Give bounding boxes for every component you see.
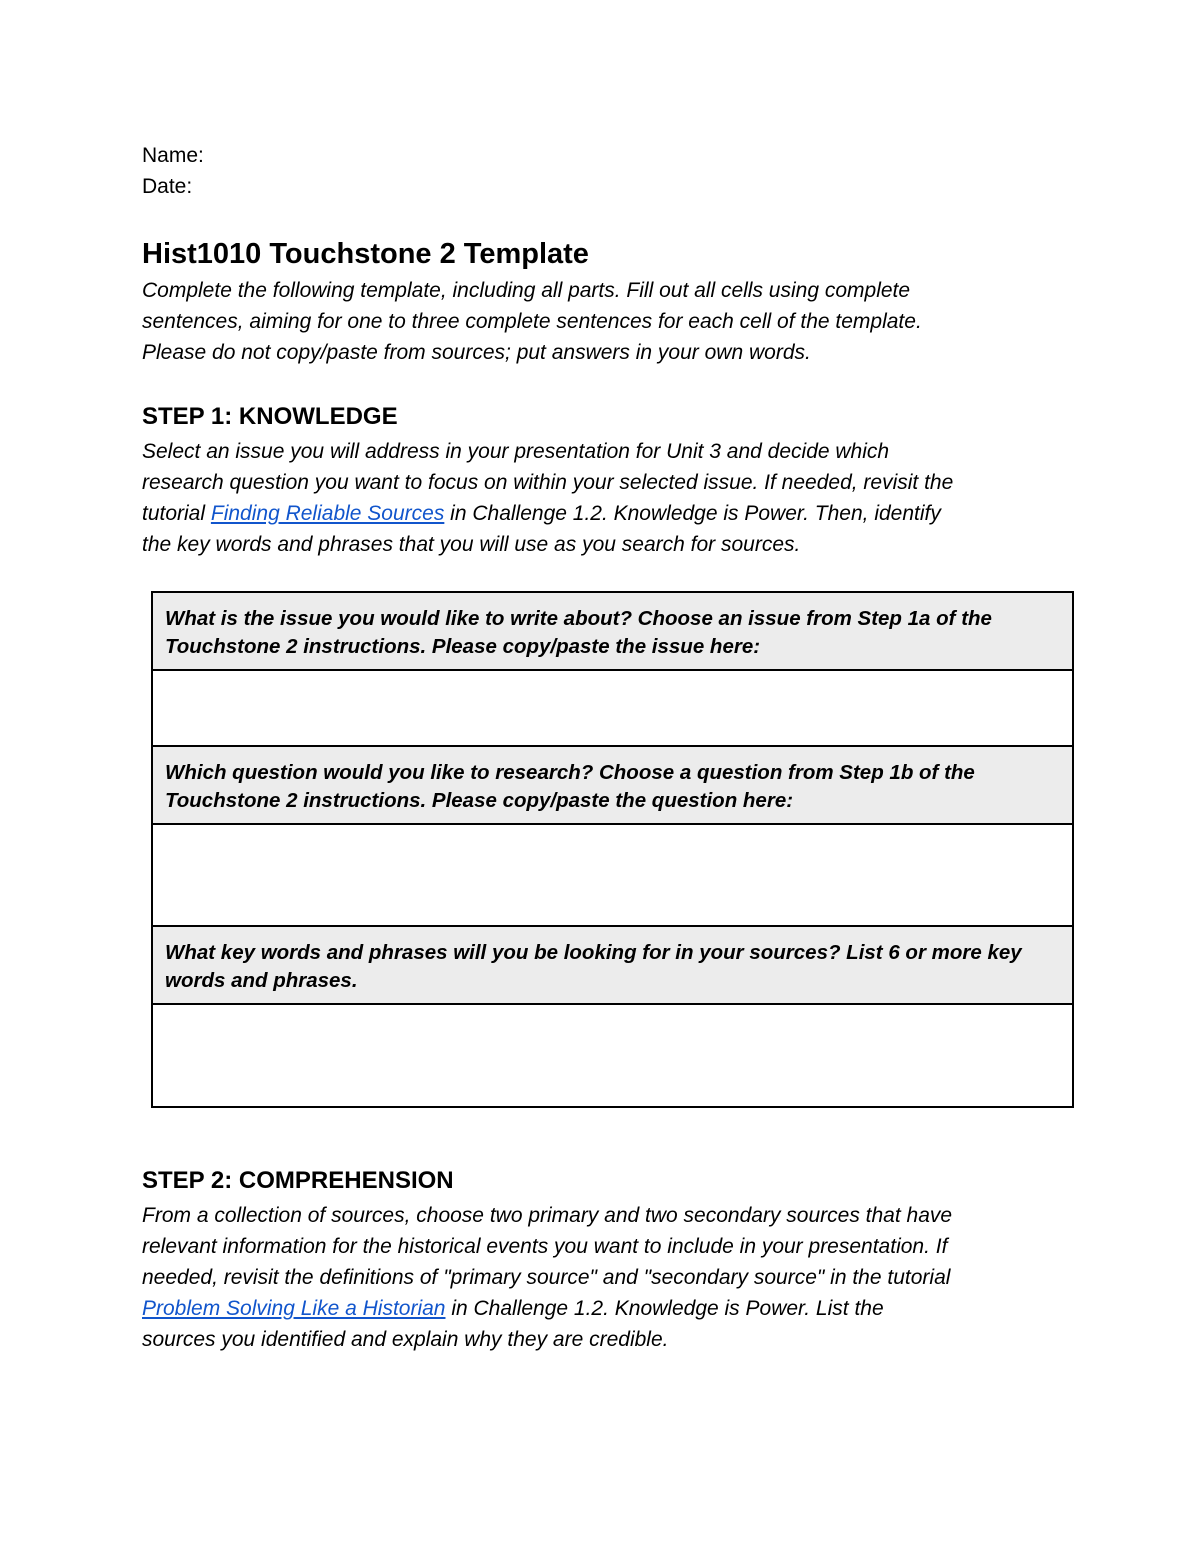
question-issue-cell: What is the issue you would like to write about? Choose an issue from Step 1a of the Touchstone 2 instructions. Please copy/paste the issue here: bbox=[152, 592, 1073, 670]
intro-line-2: sentences, aiming for one to three complete sentences for each cell of the template. bbox=[142, 310, 922, 333]
step1-line-1: Select an issue you will address in your presentation for Unit 3 and decide which bbox=[142, 440, 890, 463]
step1-line-4: the key words and phrases that you will use as you search for sources. bbox=[142, 533, 801, 556]
step1-paragraph bbox=[142, 436, 1082, 560]
intro-line-1: Complete the following template, including all parts. Fill out all cells using complete bbox=[142, 279, 911, 302]
knowledge-table bbox=[151, 591, 1074, 1108]
step2-heading: STEP 2: COMPREHENSION bbox=[142, 1167, 454, 1194]
step2-line-1: From a collection of sources, choose two primary and two secondary sources that have bbox=[142, 1204, 953, 1227]
answer-issue-cell[interactable] bbox=[152, 670, 1073, 746]
intro-paragraph bbox=[142, 275, 1082, 368]
date-label: Date: bbox=[142, 175, 193, 198]
table-row bbox=[152, 1004, 1073, 1107]
intro-line-3: Please do not copy/paste from sources; put answers in your own words. bbox=[142, 341, 811, 364]
answer-keywords-cell[interactable] bbox=[152, 1004, 1073, 1107]
step2-paragraph bbox=[142, 1200, 1082, 1355]
step1-line-3-end: in Challenge 1.2. Knowledge is Power. Then, identify bbox=[444, 502, 941, 525]
step2-line-2: relevant information for the historical events you want to include in your presentation. If bbox=[142, 1235, 948, 1258]
step1-line-2: research question you want to focus on within your selected issue. If needed, revisit the bbox=[142, 471, 954, 494]
step1-heading: STEP 1: KNOWLEDGE bbox=[142, 403, 398, 430]
step2-line-5: sources you identified and explain why they are credible. bbox=[142, 1328, 669, 1351]
question-research-cell: Which question would you like to research? Choose a question from Step 1b of the Touchstone 2 instructions. Please copy/paste the question here: bbox=[152, 746, 1073, 824]
answer-research-cell[interactable] bbox=[152, 824, 1073, 926]
step2-line-4-end: in Challenge 1.2. Knowledge is Power. List the bbox=[445, 1297, 884, 1320]
step1-line-3-start: tutorial bbox=[142, 502, 211, 525]
finding-reliable-sources-link[interactable]: Finding Reliable Sources bbox=[210, 502, 445, 525]
table-row bbox=[152, 592, 1073, 670]
question-keywords-cell: What key words and phrases will you be looking for in your sources? List 6 or more key words and phrases. bbox=[152, 926, 1073, 1004]
table-row bbox=[152, 670, 1073, 746]
document-title: Hist1010 Touchstone 2 Template bbox=[142, 238, 589, 270]
table-row bbox=[152, 824, 1073, 926]
problem-solving-historian-link[interactable]: Problem Solving Like a Historian bbox=[142, 1297, 446, 1320]
step2-line-3: needed, revisit the definitions of "primary source" and "secondary source" in the tutorial bbox=[142, 1266, 951, 1289]
table-row bbox=[152, 926, 1073, 1004]
table-row bbox=[152, 746, 1073, 824]
name-label: Name: bbox=[142, 144, 204, 167]
